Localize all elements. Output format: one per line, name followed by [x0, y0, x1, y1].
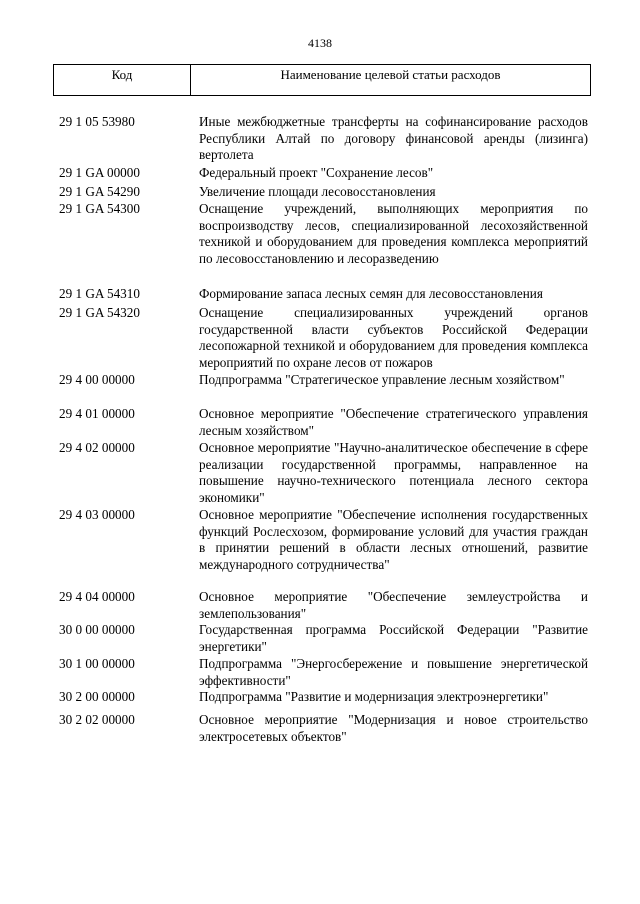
- page-number: 4138: [308, 36, 332, 50]
- table-row: [56, 406, 588, 439]
- row-code: 30 2 00 00000: [59, 689, 135, 704]
- row-code: 29 1 GA 54320: [59, 305, 140, 320]
- table-row: [56, 622, 588, 655]
- row-name: Оснащение специализированных учреждений органов государственной власти субъектов Российской Федерации лесопожарной техникой и оборудованием для проведения комплекса мероприятий по охране лесов от пожаров: [199, 305, 588, 370]
- row-code: 30 0 00 00000: [59, 622, 135, 637]
- table-row: [56, 184, 588, 201]
- row-name: Основное мероприятие "Обеспечение землеустройства и землепользования": [199, 589, 588, 621]
- table-row: [56, 372, 588, 389]
- table-row: [56, 305, 588, 371]
- table-row: [56, 507, 588, 573]
- row-name: Иные межбюджетные трансферты на софинансирование расходов Республики Алтай по договору финансовой аренды (лизинга) вертолета: [199, 114, 588, 162]
- row-name: Основное мероприятие "Научно-аналитическое обеспечение в сфере реализации государственной программы, направленное на повышение научно-технического потенциала лесного сектора экономики": [199, 440, 588, 505]
- row-code: 29 1 GA 54310: [59, 286, 140, 301]
- table-row: [56, 201, 588, 267]
- row-name: Подпрограмма "Энергосбережение и повышение энергетической эффективности": [199, 656, 588, 688]
- row-name: Государственная программа Российской Федерации "Развитие энергетики": [199, 622, 588, 654]
- column-header-name: Наименование целевой статьи расходов: [280, 67, 501, 82]
- row-name: Подпрограмма "Развитие и модернизация электроэнергетики": [199, 689, 549, 704]
- row-code: 29 1 GA 54290: [59, 184, 140, 199]
- row-code: 29 4 00 00000: [59, 372, 135, 387]
- row-code: 29 4 04 00000: [59, 589, 135, 604]
- row-code: 29 1 GA 00000: [59, 165, 140, 180]
- row-name: Подпрограмма "Стратегическое управление лесным хозяйством": [199, 372, 565, 387]
- row-code: 30 1 00 00000: [59, 656, 135, 671]
- row-code: 29 4 03 00000: [59, 507, 135, 522]
- row-name: Основное мероприятие "Обеспечение исполнения государственных функций Рослесхозом, формирование условий для участия граждан в принятии решений в области лесных отношений, развитие международного сотрудничества": [199, 507, 588, 572]
- column-header-code: Код: [54, 65, 191, 95]
- table-row: [56, 286, 588, 303]
- table-header: [53, 64, 591, 96]
- row-name: Увеличение площади лесовосстановления: [199, 184, 436, 199]
- row-code: 30 2 02 00000: [59, 712, 135, 727]
- row-name: Федеральный проект "Сохранение лесов": [199, 165, 434, 180]
- row-code: 29 4 02 00000: [59, 440, 135, 455]
- row-code: 29 1 05 53980: [59, 114, 135, 129]
- row-code: 29 1 GA 54300: [59, 201, 140, 216]
- table-row: [56, 689, 588, 706]
- table-row: [56, 114, 588, 164]
- row-code: 29 4 01 00000: [59, 406, 135, 421]
- row-name: Основное мероприятие "Модернизация и новое строительство электросетевых объектов": [199, 712, 588, 744]
- row-name: Основное мероприятие "Обеспечение стратегического управления лесным хозяйством": [199, 406, 588, 438]
- table-row: [56, 656, 588, 689]
- table-row: [56, 440, 588, 506]
- table-row: [56, 712, 588, 745]
- table-row: [56, 589, 588, 622]
- row-name: Формирование запаса лесных семян для лесовосстановления: [199, 286, 543, 301]
- table-row: [56, 165, 588, 182]
- row-name: Оснащение учреждений, выполняющих мероприятия по воспроизводству лесов, специализированной лесохозяйственной техникой и оборудованием для проведения комплекса мероприятий по лесовосстановлению и лесоразведению: [199, 201, 588, 266]
